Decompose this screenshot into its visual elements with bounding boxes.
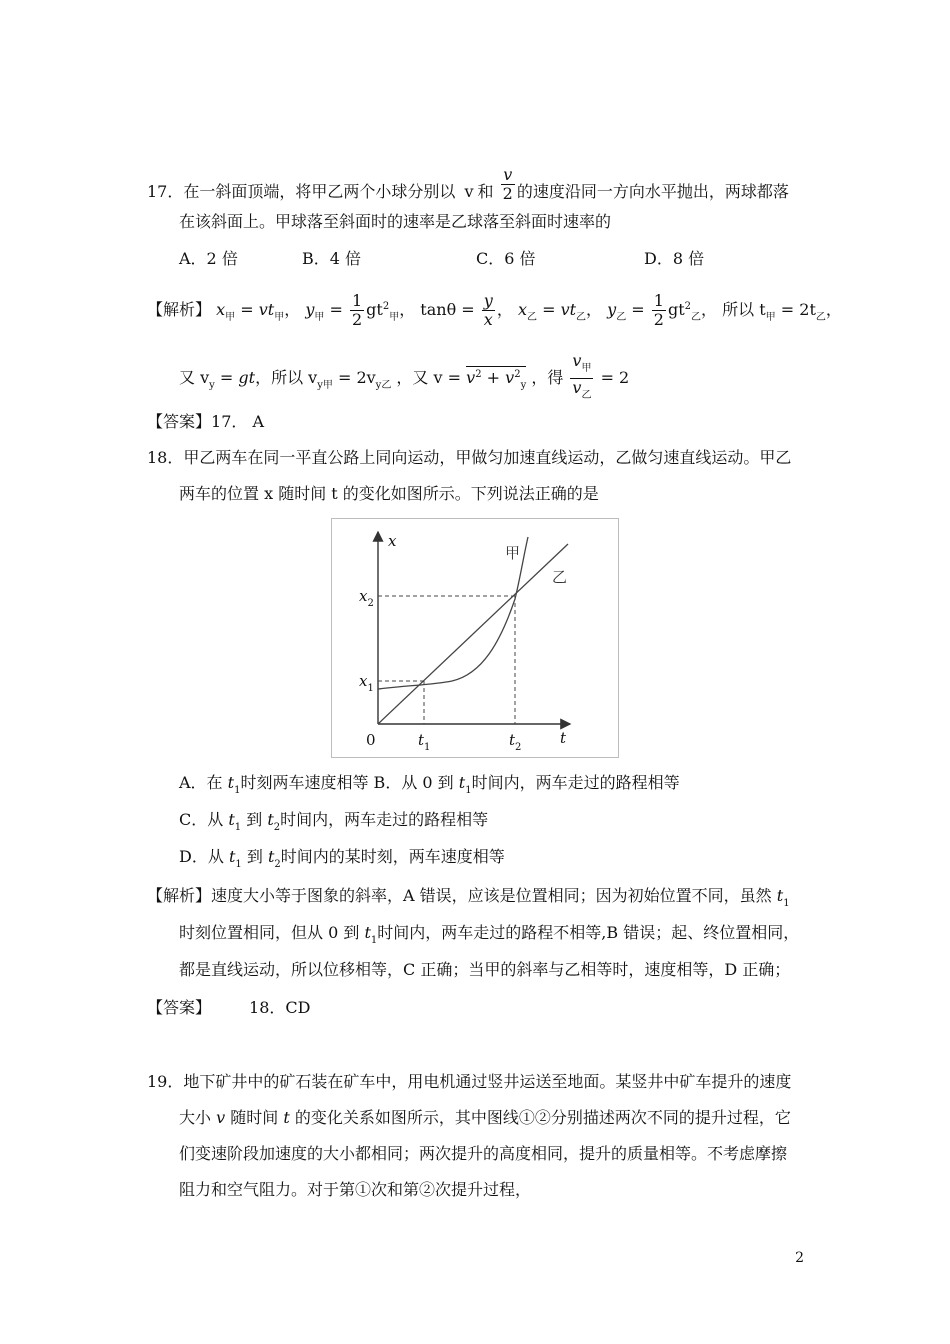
q17-option-a: A．2 倍 xyxy=(179,249,238,268)
x2-label: $x_2$ xyxy=(359,587,374,609)
q17-stem-line1: 17．在一斜面顶端，将甲乙两个小球分别以 v 和 $\frac{v}{2}$ 的速度沿同一方向水平抛出，两球都落 xyxy=(147,165,789,203)
q17-option-c: C．6 倍 xyxy=(476,249,536,268)
q19-stem-line4: 阻力和空气阻力。对于第①次和第②次提升过程， xyxy=(179,1180,532,1199)
q18-answer: 【答案】 18．CD xyxy=(147,998,311,1017)
line-yi xyxy=(378,544,568,724)
q17-stem-line2: 在该斜面上。甲球落至斜面时的速率是乙球落至斜面时速率的 xyxy=(179,212,612,231)
origin-label: 0 xyxy=(366,731,376,749)
q18-analysis-line3: 都是直线运动，所以位移相等，C 正确；当甲的斜率与乙相等时，速度相等，D 正确； xyxy=(179,960,791,979)
t2-label: $t_2$ xyxy=(509,731,522,753)
q18-option-d: D．从 $t_1$ 到 $t_2$时间内的某时刻，两车速度相等 xyxy=(179,847,505,870)
q18-analysis-line2: 时刻位置相同，但从 0 到 $t_1$时间内，两车走过的路程不相等,B 错误；起、终位置相同， xyxy=(179,923,800,946)
xt-graph xyxy=(332,519,618,757)
line-yi-label: 乙 xyxy=(552,568,568,586)
q17-analysis-line2: 又 $v_y$ = gt，所以 $v_{y甲} = 2v_{y乙}$ ，又 $v = v^2 + v^2_y$ ，得 $\frac{v_甲}{v_乙}$ = 2 xyxy=(179,351,630,401)
x1-label: $x_1$ xyxy=(359,672,374,694)
q18-option-ab: A．在 $t_1$时刻两车速度相等 B．从 0 到 $t_1$时间内，两车走过的路程相等 xyxy=(179,773,680,796)
t-axis-label: t xyxy=(560,729,567,747)
sqrt-expression: $v^2 + v^2_y$ xyxy=(466,368,527,391)
q19-stem-line1: 19．地下矿井中的矿石装在矿车中，用电机通过竖井运送至地面。某竖井中矿车提升的速度 xyxy=(147,1072,792,1091)
q19-stem-line2: 大小 v 随时间 t 的变化关系如图所示，其中图线①②分别描述两次不同的提升过程，它 xyxy=(179,1108,791,1127)
q17-analysis-line1: 【解析】 $x_甲 = vt_甲$， $y_甲$ = $\frac{1}{2}$ $gt^2_甲$， tanθ = $\frac{y}{x}$ ， $x_乙 = vt_乙$， $y_乙$ = $\frac{1}{2}$ $gt^2_乙$， 所以 $t_甲 = 2t_乙$， xyxy=(147,291,842,329)
q18-stem-line1: 18．甲乙两车在同一平直公路上同向运动，甲做匀加速直线运动，乙做匀速直线运动。甲乙 xyxy=(147,448,792,467)
curve-jia-label: 甲 xyxy=(505,544,521,562)
q17-answer: 【答案】17． A xyxy=(147,412,265,431)
t1-label: $t_1$ xyxy=(418,731,431,753)
q18-stem-line2: 两车的位置 x 随时间 t 的变化如图所示。下列说法正确的是 xyxy=(179,484,599,503)
q17-option-d: D．8 倍 xyxy=(644,249,705,268)
xt-graph-figure xyxy=(331,518,619,758)
q17-option-b: B．4 倍 xyxy=(302,249,362,268)
q18-option-c: C．从 $t_1$ 到 $t_2$时间内，两车走过的路程相等 xyxy=(179,810,489,833)
q19-stem-line3: 们变速阶段加速度的大小都相同；两次提升的高度相同，提升的质量相等。不考虑摩擦 xyxy=(179,1144,788,1163)
x-axis-label: x xyxy=(388,532,397,550)
page-number: 2 xyxy=(795,1250,804,1266)
q18-analysis-line1: 【解析】速度大小等于图象的斜率，A 错误，应该是位置相同；因为初始位置不同，虽然 $t_1$ xyxy=(147,886,790,909)
v-over-2: $\frac{v}{2}$ xyxy=(502,165,513,203)
